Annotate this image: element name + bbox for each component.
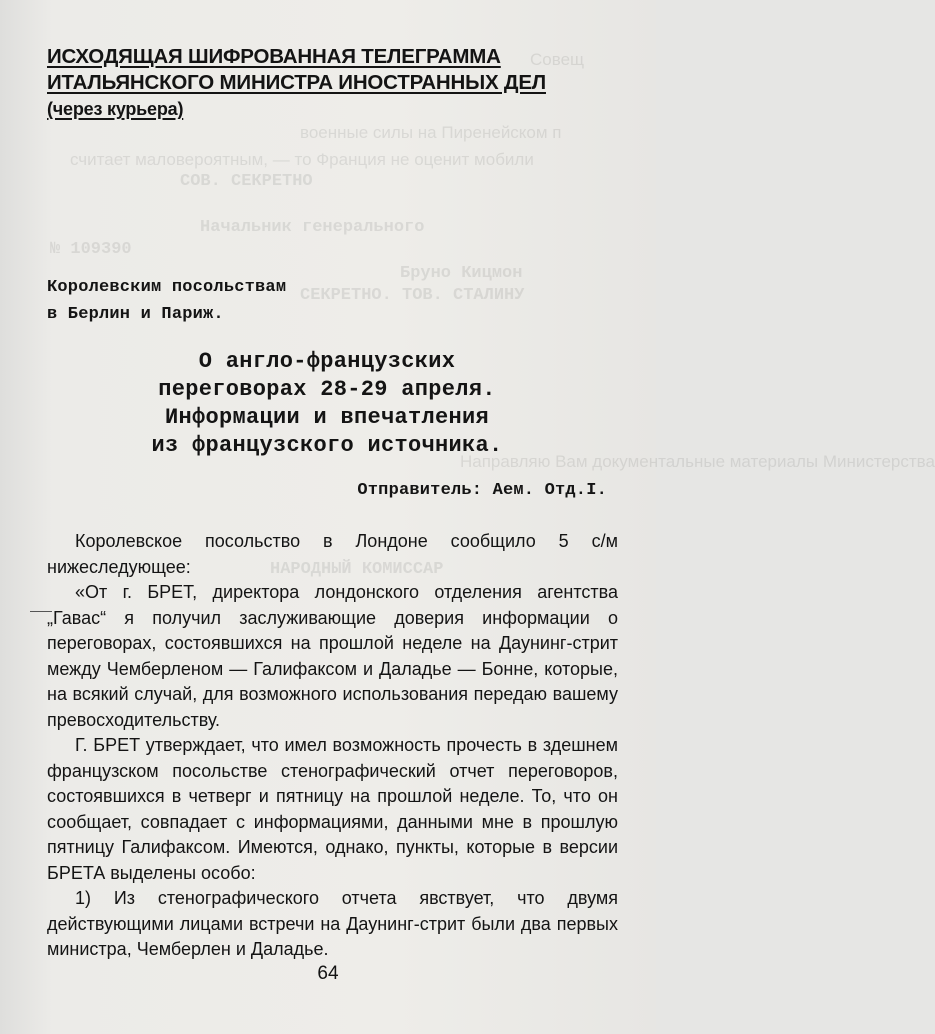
- subject-line: О англо-французских: [198, 349, 456, 374]
- heading-subtitle: (через курьера): [47, 99, 184, 119]
- bleed-through-text: считает маловероятным, — то Франция не оценит мобили: [70, 150, 534, 169]
- heading-line: ИТАЛЬЯНСКОГО МИНИСТРА ИНОСТРАННЫХ ДЕЛ: [47, 71, 546, 94]
- addressee-line: Королевским посольствам: [47, 278, 287, 297]
- bleed-through-text: Направляю Вам документальные материалы Министерства: [460, 452, 935, 471]
- body-paragraph: Королевское посольство в Лондоне сообщило 5 с/м нижеследующее:: [47, 531, 618, 577]
- document-heading: [47, 44, 607, 122]
- subject-line: переговорах 28-29 апреля.: [158, 377, 496, 402]
- subject-block: [47, 348, 607, 460]
- document-body: [47, 529, 618, 963]
- bleed-through-text: СЕКРЕТНО. ТОВ. СТАЛИНУ: [300, 286, 525, 305]
- bleed-through-text: Бруно Кицмон: [400, 264, 523, 283]
- body-paragraph: 1) Из стенографического отчета явствует, что двумя действующими лицами встречи на Даунинг-стрит были два первых министра, Чемберлен и Даладье.: [47, 888, 618, 959]
- bleed-through-text: НАРОДНЫЙ КОМИССАР: [270, 560, 444, 579]
- bleed-through-text: СОВ. СЕКРЕТНО: [180, 172, 313, 191]
- bleed-through-text: Начальник генерального: [200, 218, 425, 237]
- page-number: 64: [317, 963, 339, 984]
- addressee-block: [47, 274, 286, 328]
- addressee-line: в Берлин и Париж.: [47, 305, 224, 324]
- subject-line: из французского источника.: [151, 433, 503, 458]
- sender-line: Отправитель: Аем. Отд.I.: [357, 481, 607, 500]
- bleed-through-text: Совещ: [530, 50, 585, 69]
- body-paragraph: Г. БРЕТ утверждает, что имел возможность прочесть в здешнем французском посольстве стенографический отчет переговоров, состоявшихся в четверг и пятницу на прошлой неделе. То, что он сообщает, совпадает с информациями, данными мне в прошлую пятницу Галифаксом. Имеются, однако, пункты, которые в версии БРЕТА выделены особо:: [47, 735, 618, 883]
- bleed-through-text: № 109390: [50, 240, 132, 259]
- body-paragraph: «От г. БРЕТ, директора лондонского отделения агентства „Гавас“ я получил заслуживающие доверия информации о переговорах, состоявшихся на прошлой неделе на Даунинг-стрит между Чемберленом — Галифаксом и Даладье — Бонне, которые, на всякий случай, для возможного использования передаю вашему превосходительству.: [47, 582, 618, 730]
- subject-line: Информации и впечатления: [164, 405, 490, 430]
- heading-line: ИСХОДЯЩАЯ ШИФРОВАННАЯ ТЕЛЕГРАММА: [47, 45, 501, 68]
- bleed-through-text: военные силы на Пиренейском п: [300, 123, 562, 142]
